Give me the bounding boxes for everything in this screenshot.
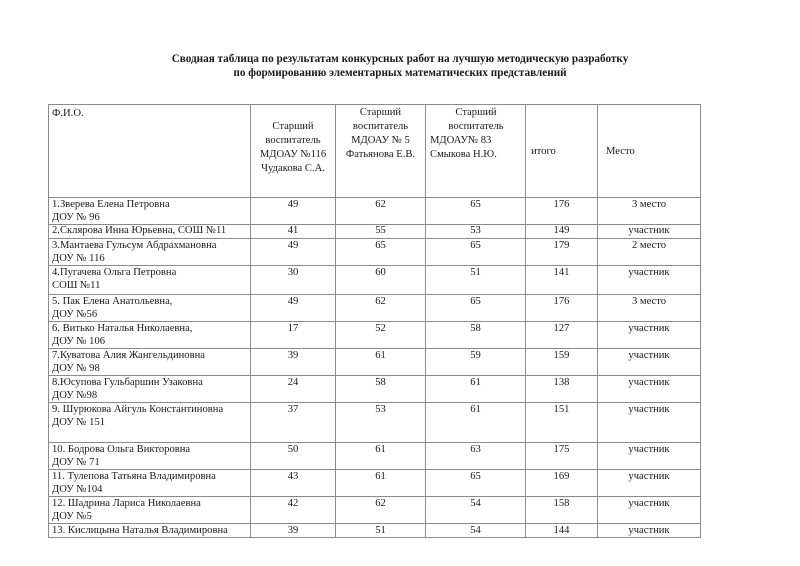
place-result: участник [598,524,701,538]
header-judge-1 [251,105,336,198]
header-judge-3-line: Старший [455,107,497,118]
participant-cell [49,524,251,538]
judge-1-score: 50 [251,443,336,470]
judge-1-score: 41 [251,225,336,239]
results-table [48,104,701,538]
total-score: 158 [526,497,598,524]
header-judge-1-line: Старший [272,121,314,132]
table-row [49,349,701,376]
participant-org: ДОУ №98 [52,390,98,401]
judge-1-score: 43 [251,470,336,497]
header-judge-2-line: МДОАУ № 5 [351,135,410,146]
judge-3-score: 65 [426,470,526,497]
total-score: 149 [526,225,598,239]
participant-org: ДОУ № 116 [52,253,105,264]
participant-name: 2.Склярова Инна Юрьевна, СОШ №11 [52,225,227,236]
header-judge-2-line: воспитатель [352,121,409,132]
table-row [49,524,701,538]
participant-cell [49,239,251,266]
total-score: 151 [526,403,598,443]
judge-1-score: 49 [251,295,336,322]
document-title [0,52,800,80]
participant-org: СОШ №11 [52,280,101,291]
judge-1-score: 39 [251,349,336,376]
participant-org: ДОУ № 106 [52,336,106,347]
header-name: Ф.И.О. [49,105,251,198]
participant-org: ДОУ № 96 [52,212,100,223]
judge-2-score: 53 [336,403,426,443]
place-result: участник [598,349,701,376]
judge-2-score: 61 [336,349,426,376]
participant-org: ДОУ №5 [52,511,92,522]
participant-name: 7.Куватова Алия Жангельдиновна [52,350,205,361]
judge-3-score: 54 [426,524,526,538]
judge-3-score: 65 [426,239,526,266]
participant-cell [49,376,251,403]
header-judge-2-line: Фатьянова Е.В. [345,149,416,160]
header-judge-2 [336,105,426,198]
judge-3-score: 53 [426,225,526,239]
table-row [49,376,701,403]
total-score: 176 [526,198,598,225]
header-judge-1-line: МДОАУ №116 [259,149,327,160]
judge-1-score: 30 [251,266,336,295]
participant-name: 11. Тулепова Татьяна Владимировна [52,471,216,482]
participant-cell [49,225,251,239]
header-place: Место [598,105,701,198]
participant-name: 8.Юсупова Гульбаршин Узаковна [52,377,203,388]
title-line-2: по формированию элементарных математических представлений [233,67,567,79]
table-row [49,322,701,349]
judge-1-score: 24 [251,376,336,403]
judge-1-score: 42 [251,497,336,524]
participant-cell [49,295,251,322]
place-result: участник [598,443,701,470]
judge-2-score: 61 [336,470,426,497]
header-judge-3-line: Смыкова Н.Ю. [430,149,497,160]
judge-3-score: 61 [426,403,526,443]
judge-2-score: 52 [336,322,426,349]
place-result: участник [598,376,701,403]
participant-org: ДОУ №56 [52,309,98,320]
participant-name: 12. Шадрина Лариса Николаевна [52,498,201,509]
judge-1-score: 37 [251,403,336,443]
judge-3-score: 51 [426,266,526,295]
table-row [49,295,701,322]
total-score: 179 [526,239,598,266]
judge-2-score: 60 [336,266,426,295]
participant-cell [49,322,251,349]
judge-2-score: 62 [336,198,426,225]
judge-1-score: 17 [251,322,336,349]
total-score: 169 [526,470,598,497]
header-judge-3-line: воспитатель [448,121,504,132]
judge-2-score: 61 [336,443,426,470]
title-line-1: Сводная таблица по результатам конкурсных работ на лучшую методическую разработку [171,53,629,65]
judge-2-score: 58 [336,376,426,403]
header-judge-3-line: МДОАУ№ 83 [430,135,492,146]
participant-cell [49,349,251,376]
table-row [49,266,701,295]
place-result: участник [598,266,701,295]
participant-org: ДОУ №104 [52,484,103,495]
judge-3-score: 59 [426,349,526,376]
table-row [49,470,701,497]
judge-1-score: 49 [251,239,336,266]
participant-cell [49,443,251,470]
total-score: 127 [526,322,598,349]
total-score: 176 [526,295,598,322]
participant-org: ДОУ № 71 [52,457,100,468]
participant-cell [49,470,251,497]
table-row [49,443,701,470]
total-score: 144 [526,524,598,538]
judge-3-score: 54 [426,497,526,524]
judge-1-score: 39 [251,524,336,538]
judge-2-score: 55 [336,225,426,239]
place-result: 2 место [598,239,701,266]
participant-name: 13. Кислицына Наталья Владимировна [52,525,228,536]
judge-2-score: 62 [336,497,426,524]
place-result: 3 место [598,198,701,225]
total-score: 159 [526,349,598,376]
total-score: 141 [526,266,598,295]
participant-name: 5. Пак Елена Анатольевна, [52,296,173,307]
table-row [49,239,701,266]
place-result: 3 место [598,295,701,322]
participant-name: 6. Витько Наталья Николаевна, [52,323,193,334]
participant-name: 10. Бодрова Ольга Викторовна [52,444,191,455]
participant-name: 3.Мантаева Гульсум Абдрахмановна [52,240,217,251]
judge-1-score: 49 [251,198,336,225]
place-result: участник [598,470,701,497]
judge-3-score: 65 [426,198,526,225]
participant-org: ДОУ № 98 [52,363,100,374]
judge-3-score: 58 [426,322,526,349]
header-judge-1-line: Чудакова С.А. [261,163,325,174]
participant-cell [49,403,251,443]
header-judge-1-line: воспитатель [265,135,321,146]
header-judge-3 [426,105,526,198]
header-judge-2-line: Старший [359,107,402,118]
place-result: участник [598,403,701,443]
judge-3-score: 63 [426,443,526,470]
participant-cell [49,266,251,295]
table-row [49,225,701,239]
judge-2-score: 62 [336,295,426,322]
place-result: участник [598,497,701,524]
judge-3-score: 65 [426,295,526,322]
participant-name: 9. Шурюкова Айгуль Константиновна [52,404,224,415]
participant-name: 4.Пугачева Ольга Петровна [52,267,177,278]
header-row [49,105,701,198]
place-result: участник [598,225,701,239]
participant-cell [49,198,251,225]
table-row [49,497,701,524]
participant-cell [49,497,251,524]
header-total: итого [526,105,598,198]
total-score: 138 [526,376,598,403]
judge-2-score: 51 [336,524,426,538]
table-row [49,403,701,443]
judge-2-score: 65 [336,239,426,266]
place-result: участник [598,322,701,349]
total-score: 175 [526,443,598,470]
participant-name: 1.Зверева Елена Петровна [52,199,170,210]
table-row [49,198,701,225]
participant-org: ДОУ № 151 [52,417,106,428]
judge-3-score: 61 [426,376,526,403]
